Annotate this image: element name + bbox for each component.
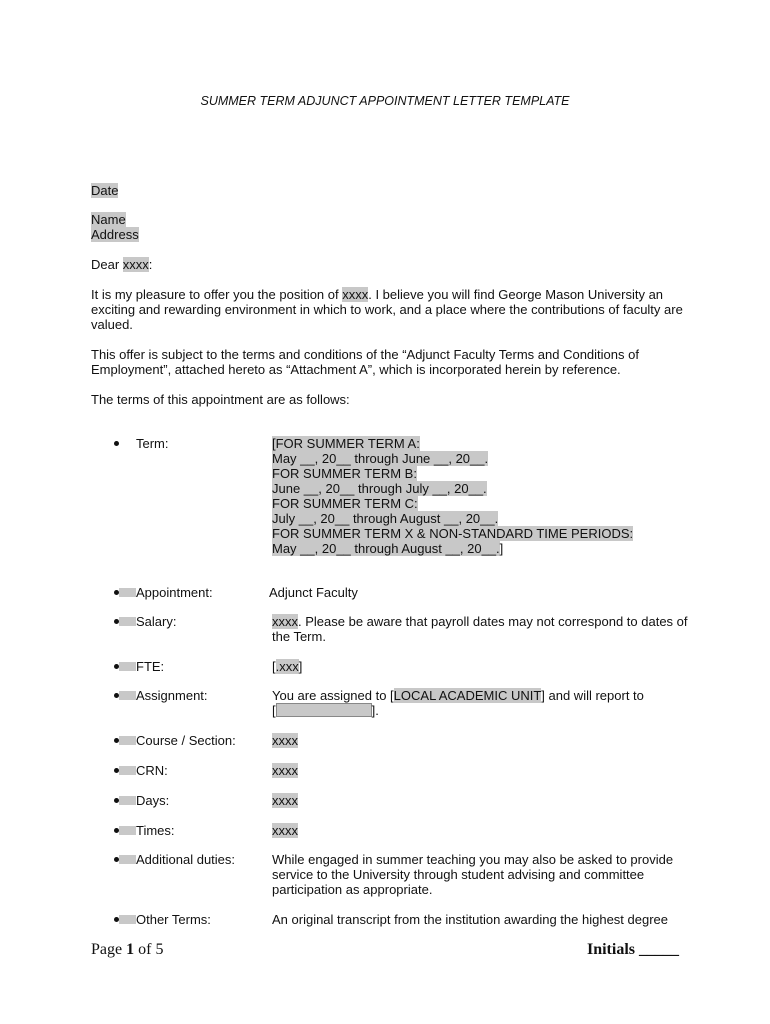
fte-label: FTE: [136, 659, 165, 674]
para2-line2: Employment”, attached hereto as “Attachment A”, which is incorporated herein by reference. [91, 362, 621, 377]
para1-line3: valued. [91, 317, 133, 332]
crn-label: CRN: [136, 763, 168, 778]
term-label: Term: [136, 436, 169, 451]
salary-value: xxxx. Please be aware that payroll dates may not correspond to dates of the Term. [272, 614, 688, 644]
supervisor-blank [276, 703, 372, 717]
name-field: Name [91, 212, 126, 227]
crn-value: xxxx [272, 763, 298, 778]
additional-duties-label: Additional duties: [136, 852, 236, 867]
address-field: Address [91, 227, 139, 242]
page-number: Page 1 of 5 [91, 941, 164, 958]
other-terms-label: Other Terms: [136, 912, 211, 927]
terms-intro: The terms of this appointment are as follows: [91, 392, 350, 407]
course-label: Course / Section: [136, 733, 236, 748]
additional-duties-value: While engaged in summer teaching you may also be asked to provide service to the University through student advising and committee participation as appropriate. [272, 852, 674, 897]
bullet-icon [112, 436, 136, 451]
times-label: Times: [136, 823, 175, 838]
initials-field: Initials _____ [586, 941, 679, 958]
days-value: xxxx [272, 793, 298, 808]
bullet-icon [112, 823, 136, 838]
date-field: Date [91, 183, 119, 198]
other-terms-value: An original transcript from the institution awarding the highest degree [272, 912, 668, 927]
bullet-icon [112, 852, 136, 867]
assignment-value: You are assigned to [LOCAL ACADEMIC UNIT] and will report to [ ]. [272, 688, 644, 718]
salary-label: Salary: [136, 614, 177, 629]
bullet-icon [112, 733, 136, 748]
para2-line1: This offer is subject to the terms and conditions of the “Adjunct Faculty Terms and Conditions of [91, 347, 639, 362]
appointment-value: Adjunct Faculty [269, 585, 358, 600]
bullet-icon [112, 763, 136, 778]
course-value: xxxx [272, 733, 298, 748]
para1-line1: It is my pleasure to offer you the position of xxxx. I believe you will find George Mason University an [91, 287, 664, 302]
bullet-icon [112, 793, 136, 808]
bullet-icon [112, 614, 136, 629]
academic-unit-placeholder: LOCAL ACADEMIC UNIT [393, 688, 542, 703]
document-title: SUMMER TERM ADJUNCT APPOINTMENT LETTER TEMPLATE [200, 94, 570, 108]
assignment-label: Assignment: [136, 688, 208, 703]
bullet-icon [112, 659, 136, 674]
times-value: xxxx [272, 823, 298, 838]
bullet-icon [112, 912, 136, 927]
days-label: Days: [136, 793, 170, 808]
appointment-label: Appointment: [136, 585, 213, 600]
bullet-icon [112, 688, 136, 703]
term-value: [FOR SUMMER TERM A: May __, 20__ through June __, 20__. FOR SUMMER TERM B: June __, 20__ through July __, 20__. FOR SUMMER TERM C: July __, 20__ through August __, 20__. FOR SUMMER TERM X & NON-STANDARD TIME PERIODS: May __, 20__ through August __, 20__.] [272, 436, 634, 556]
salutation: Dear xxxx: [91, 257, 153, 272]
bullet-icon [112, 585, 136, 600]
fte-value: [.xxx] [272, 659, 303, 674]
para1-line2: exciting and rewarding environment in which to work, and a place where the contributions of faculty are [91, 302, 683, 317]
salutation-placeholder: xxxx [122, 257, 149, 272]
position-placeholder: xxxx [342, 287, 369, 302]
